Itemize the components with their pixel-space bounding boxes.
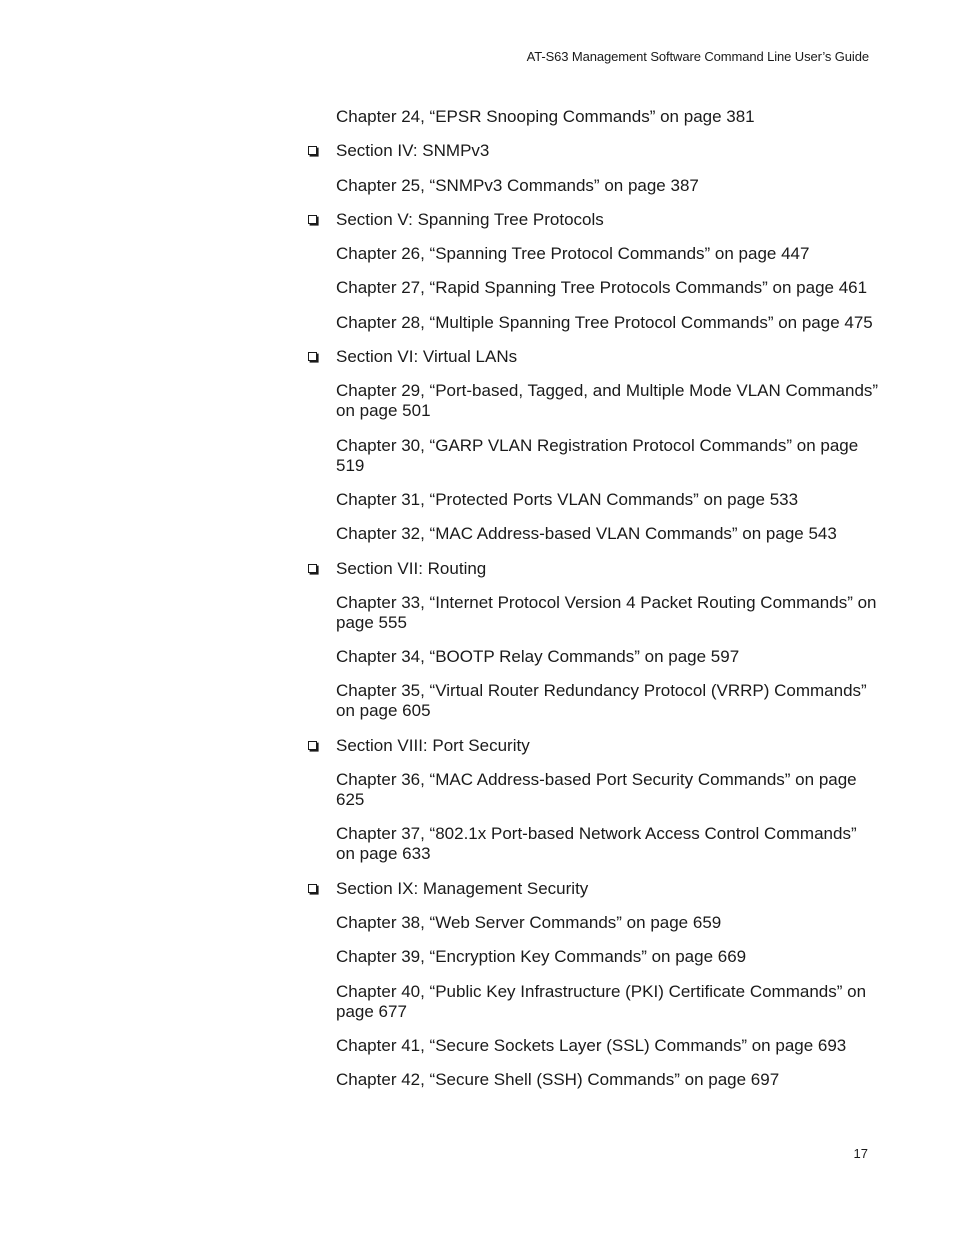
checkbox-bullet-icon [308,564,317,573]
toc-chapter-25[interactable]: Chapter 25, “SNMPv3 Commands” on page 387 [336,175,699,195]
toc-section-ix[interactable] [305,879,880,899]
running-header: AT-S63 Management Software Command Line User’s Guide [526,49,869,64]
toc-section-v[interactable] [305,210,880,230]
toc-chapter-26[interactable]: Chapter 26, “Spanning Tree Protocol Commands” on page 447 [336,244,810,264]
toc-chapter-41[interactable]: Chapter 41, “Secure Sockets Layer (SSL) Commands” on page 693 [336,1035,847,1055]
toc-chapter-34[interactable]: Chapter 34, “BOOTP Relay Commands” on page 597 [336,647,740,667]
section-label: Section V: Spanning Tree Protocols [336,209,604,229]
section-label: Section VI: Virtual LANs [336,347,518,367]
section-label: Section VII: Routing [336,558,487,578]
toc-chapter-42[interactable]: Chapter 42, “Secure Shell (SSH) Commands” on page 697 [336,1070,780,1090]
toc-list [305,107,880,1104]
page-number: 17 [853,1146,868,1161]
toc-chapter-31[interactable]: Chapter 31, “Protected Ports VLAN Commands” on page 533 [336,489,799,509]
toc-chapter-36[interactable]: Chapter 36, “MAC Address-based Port Security Commands” on page 625 [336,770,857,810]
toc-chapter-37[interactable]: Chapter 37, “802.1x Port-based Network Access Control Commands” on page 633 [336,824,857,864]
toc-chapter-30[interactable]: Chapter 30, “GARP VLAN Registration Protocol Commands” on page 519 [336,435,859,475]
toc-chapter-32[interactable]: Chapter 32, “MAC Address-based VLAN Commands” on page 543 [336,524,837,544]
toc-section-vi[interactable] [305,347,880,367]
toc-chapter-24[interactable]: Chapter 24, “EPSR Snooping Commands” on page 381 [336,107,755,126]
checkbox-bullet-icon [308,884,317,893]
section-label: Section IV: SNMPv3 [336,141,490,161]
toc-chapter-27[interactable]: Chapter 27, “Rapid Spanning Tree Protocols Commands” on page 461 [336,278,868,298]
checkbox-bullet-icon [308,352,317,361]
toc-section-viii[interactable] [305,736,880,756]
toc-chapter-40[interactable]: Chapter 40, “Public Key Infrastructure (PKI) Certificate Commands” on page 677 [336,981,867,1021]
toc-chapter-29[interactable]: Chapter 29, “Port-based, Tagged, and Multiple Mode VLAN Commands” on page 501 [336,381,879,421]
toc-chapter-28[interactable]: Chapter 28, “Multiple Spanning Tree Protocol Commands” on page 475 [336,312,873,332]
toc-chapter-39[interactable]: Chapter 39, “Encryption Key Commands” on page 669 [336,947,747,967]
toc-section-iv[interactable] [305,141,880,161]
toc-chapter-35[interactable]: Chapter 35, “Virtual Router Redundancy Protocol (VRRP) Commands” on page 605 [336,681,867,721]
section-label: Section IX: Management Security [336,878,589,898]
checkbox-bullet-icon [308,146,317,155]
section-label: Section VIII: Port Security [336,735,530,755]
toc-chapter-38[interactable]: Chapter 38, “Web Server Commands” on page 659 [336,912,722,932]
toc-section-vii[interactable] [305,559,880,579]
toc-chapter-33[interactable]: Chapter 33, “Internet Protocol Version 4 Packet Routing Commands” on page 555 [336,592,877,632]
checkbox-bullet-icon [308,741,317,750]
checkbox-bullet-icon [308,215,317,224]
